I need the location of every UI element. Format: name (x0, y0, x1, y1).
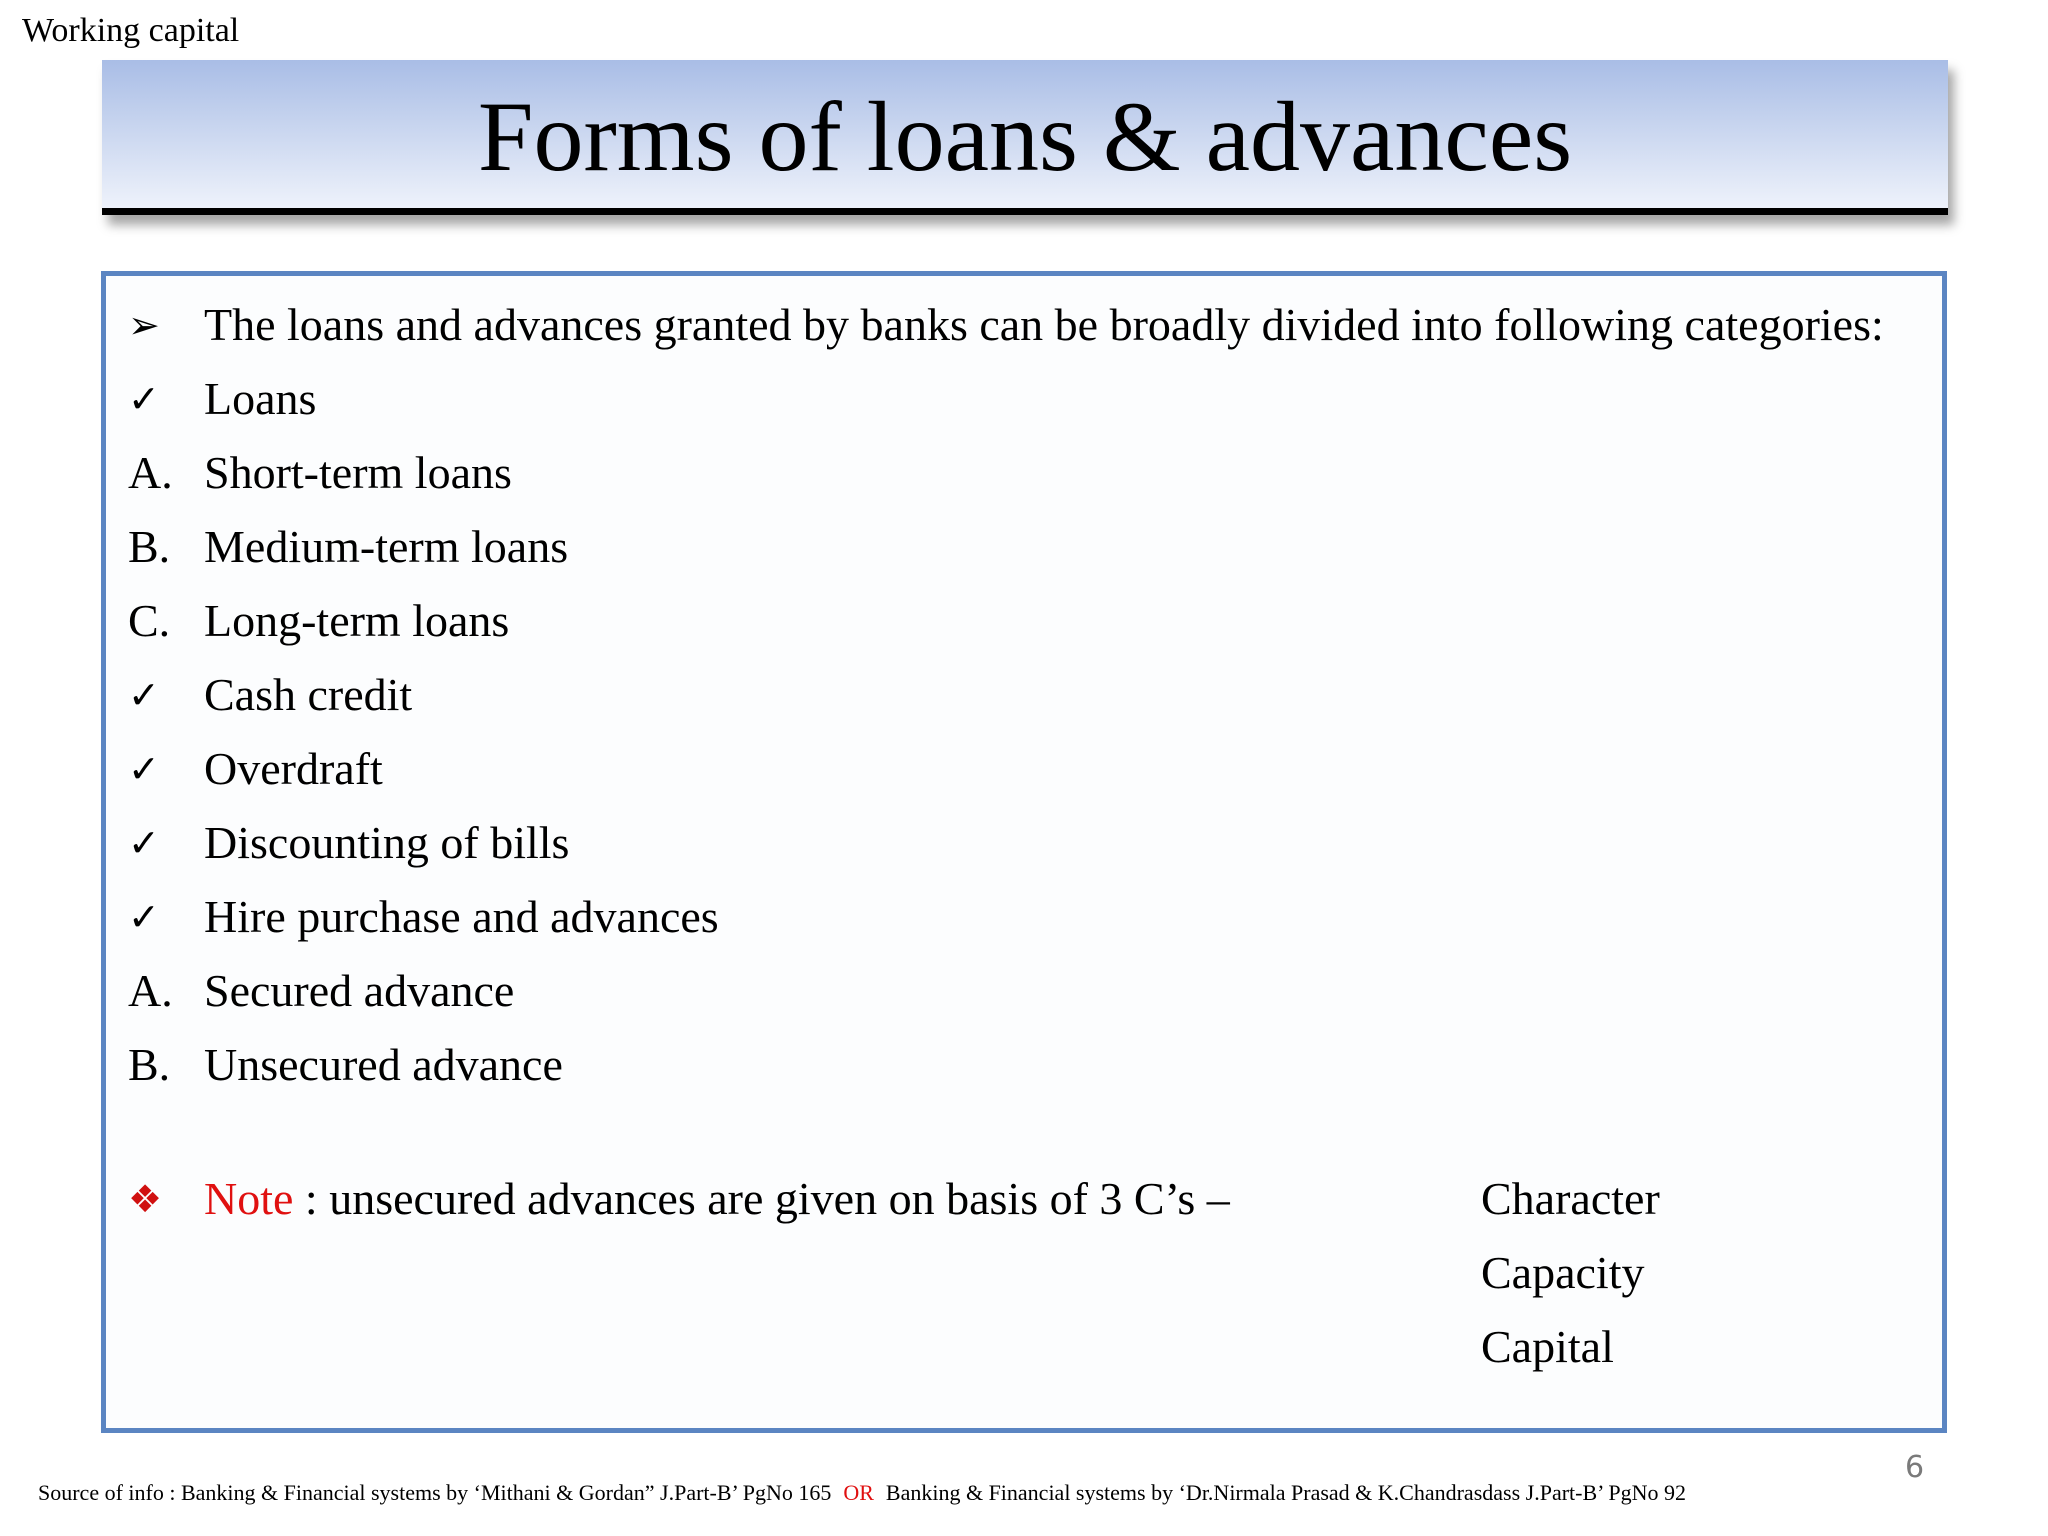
content-box (101, 271, 1947, 1433)
list-item (128, 886, 1928, 948)
list-item-text: Hire purchase and advances (204, 891, 719, 942)
list-item (128, 1034, 1928, 1096)
title-banner (102, 60, 1948, 215)
list-item (128, 442, 1928, 504)
note-label: Note (204, 1173, 294, 1224)
list-item-letter: A. (128, 447, 173, 498)
list-item-text: Short-term loans (204, 447, 512, 498)
slide-title: Forms of loans & advances (477, 81, 1573, 192)
note-text (204, 1168, 1230, 1230)
intro-text: The loans and advances granted by banks can be broadly divided into following categories: (204, 299, 1884, 350)
checkmark-icon: ✓ (128, 895, 160, 939)
list-item-text: Overdraft (204, 743, 383, 794)
source-or: OR (843, 1480, 874, 1505)
list-item-text: Medium-term loans (204, 521, 569, 572)
arrow-bullet-icon: ➢ (128, 303, 160, 347)
list-item (128, 664, 1928, 726)
c-item-character: Character (1481, 1173, 1660, 1224)
checkmark-icon: ✓ (128, 821, 160, 865)
list-item (128, 812, 1928, 874)
source-footnote (38, 1480, 1686, 1506)
list-item-text: Secured advance (204, 965, 515, 1016)
list-item-text: Loans (204, 373, 317, 424)
c-item-capital: Capital (1481, 1321, 1614, 1372)
note (128, 1168, 1928, 1372)
page-number: 6 (1905, 1450, 1925, 1485)
section-label: Working capital (22, 12, 240, 49)
spacer (128, 1108, 1928, 1168)
list-item (128, 738, 1928, 800)
checkmark-icon: ✓ (128, 747, 160, 791)
list-item-text: Unsecured advance (204, 1039, 563, 1090)
checkmark-icon: ✓ (128, 377, 160, 421)
source-part-2: Banking & Financial systems by ‘Dr.Nirmala Prasad & K.Chandrasdass J.Part-B’ PgNo 92 (885, 1480, 1686, 1505)
list-item-letter: A. (128, 965, 173, 1016)
c-item-capacity: Capacity (1481, 1247, 1645, 1298)
checkmark-icon: ✓ (128, 673, 160, 717)
list-item-text: Cash credit (204, 669, 413, 720)
list-item-text: Discounting of bills (204, 817, 570, 868)
three-cs-list (1481, 1168, 1660, 1390)
diamond-bullet-icon: ❖ (128, 1177, 163, 1221)
list-item (128, 960, 1928, 1022)
list-item (128, 590, 1928, 652)
intro-bullet (128, 294, 1928, 356)
list-item (128, 368, 1928, 430)
list-item-letter: B. (128, 521, 171, 572)
bullet-list (128, 294, 1928, 1372)
note-body: : unsecured advances are given on basis of 3 C’s – (293, 1173, 1230, 1224)
list-item-letter: C. (128, 595, 171, 646)
list-item-text: Long-term loans (204, 595, 510, 646)
list-item (128, 516, 1928, 578)
list-item-letter: B. (128, 1039, 171, 1090)
source-part-1: Source of info : Banking & Financial systems by ‘Mithani & Gordan” J.Part-B’ PgNo 165 (38, 1480, 832, 1505)
